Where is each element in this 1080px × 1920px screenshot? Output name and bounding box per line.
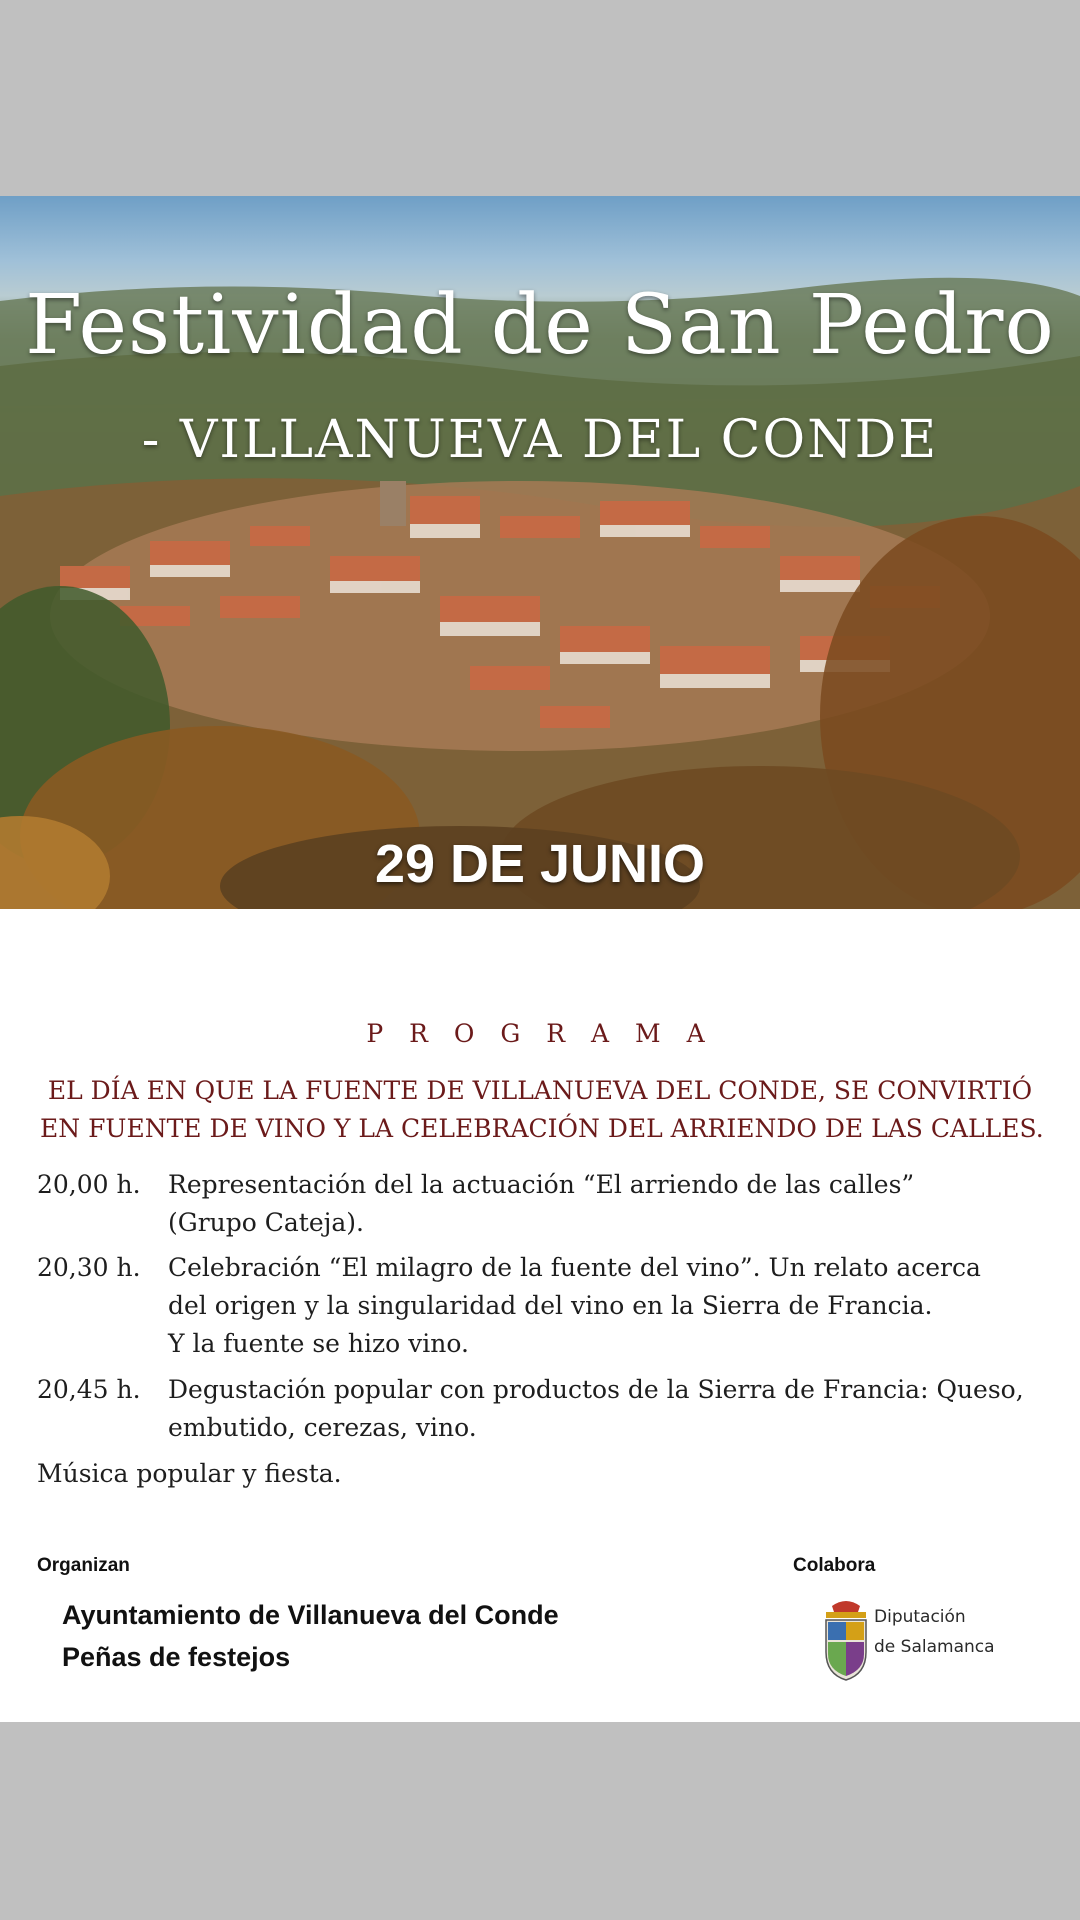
- collaborator-name: Diputación: [874, 1607, 966, 1627]
- programa-heading: P R O G R A M A: [366, 1019, 714, 1048]
- schedule-time: 20,30 h.: [37, 1253, 141, 1282]
- diputacion-shield-icon: [822, 1596, 870, 1682]
- schedule-text: Celebración “El milagro de la fuente del vino”. Un relato acerca: [168, 1253, 981, 1282]
- event-date: 29 DE JUNIO: [374, 834, 706, 894]
- poster-title: Festividad de San Pedro: [25, 278, 1055, 373]
- schedule-text: Y la fuente se hizo vino.: [168, 1329, 469, 1358]
- hero-photo: [0, 196, 1080, 909]
- schedule-item: [37, 1371, 1047, 1447]
- schedule-item: [37, 1166, 1047, 1242]
- intro-line-1: EL DÍA EN QUE LA FUENTE DE VILLANUEVA DEL CONDE, SE CONVIRTIÓ: [47, 1076, 1033, 1105]
- intro-line-2: EN FUENTE DE VINO Y LA CELEBRACIÓN DEL ARRIENDO DE LAS CALLES.: [40, 1114, 1044, 1143]
- schedule-text: embutido, cerezas, vino.: [168, 1413, 477, 1442]
- schedule-text: del origen y la singularidad del vino en la Sierra de Francia.: [168, 1291, 933, 1320]
- organizer-name: Ayuntamiento de Villanueva del Conde: [62, 1600, 559, 1630]
- poster: [0, 196, 1080, 1722]
- poster-subtitle: - VILLANUEVA DEL CONDE: [141, 410, 939, 470]
- organizer-name: Peñas de festejos: [62, 1642, 291, 1672]
- colabora-label: Colabora: [793, 1555, 876, 1576]
- schedule-text: Representación del la actuación “El arriendo de las calles”: [168, 1170, 915, 1199]
- closing-text: Música popular y fiesta.: [37, 1459, 342, 1488]
- schedule-time: 20,45 h.: [37, 1375, 141, 1404]
- schedule-text: (Grupo Cateja).: [168, 1208, 365, 1237]
- schedule-text: Degustación popular con productos de la Sierra de Francia: Queso,: [168, 1375, 1024, 1404]
- schedule-item: [37, 1249, 1047, 1363]
- schedule-time: 20,00 h.: [37, 1170, 141, 1199]
- organizan-label: Organizan: [37, 1555, 130, 1576]
- collaborator-name: de Salamanca: [874, 1637, 995, 1657]
